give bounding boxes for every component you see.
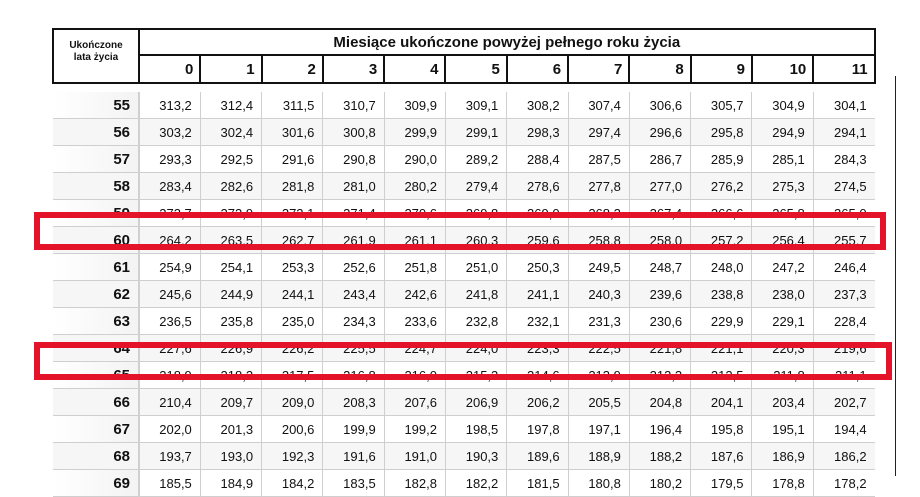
value-cell: 224,0 [445, 335, 506, 362]
value-cell: 252,6 [323, 254, 384, 281]
value-cell: 265,8 [752, 200, 813, 227]
value-cell: 244,9 [200, 281, 261, 308]
age-cell: 68 [53, 443, 139, 470]
value-cell: 273,7 [139, 200, 200, 227]
value-cell: 294,9 [752, 119, 813, 146]
value-cell: 241,1 [507, 281, 568, 308]
age-cell: 60 [53, 227, 139, 254]
table-body [53, 83, 875, 497]
value-cell: 229,9 [691, 308, 752, 335]
age-cell: 66 [53, 389, 139, 416]
value-cell: 186,2 [813, 443, 874, 470]
life-expectancy-table [52, 28, 876, 497]
value-cell: 274,5 [813, 173, 874, 200]
age-cell: 57 [53, 146, 139, 173]
value-cell: 261,9 [323, 227, 384, 254]
value-cell: 236,5 [139, 308, 200, 335]
value-cell: 300,8 [323, 119, 384, 146]
month-header-4: 4 [384, 55, 445, 83]
value-cell: 211,8 [752, 362, 813, 389]
value-cell: 188,9 [568, 443, 629, 470]
value-cell: 275,3 [752, 173, 813, 200]
age-cell: 67 [53, 416, 139, 443]
value-cell: 182,2 [445, 470, 506, 497]
value-cell: 266,6 [691, 200, 752, 227]
age-cell: 55 [53, 92, 139, 119]
month-header-row [53, 55, 875, 83]
value-cell: 256,4 [752, 227, 813, 254]
age-cell: 62 [53, 281, 139, 308]
value-cell: 213,2 [629, 362, 690, 389]
value-cell: 287,5 [568, 146, 629, 173]
value-cell: 257,2 [691, 227, 752, 254]
value-cell: 311,5 [262, 92, 323, 119]
value-cell: 301,6 [262, 119, 323, 146]
value-cell: 270,6 [384, 200, 445, 227]
age-cell: 63 [53, 308, 139, 335]
value-cell: 276,2 [691, 173, 752, 200]
value-cell: 243,4 [323, 281, 384, 308]
value-cell: 216,8 [323, 362, 384, 389]
value-cell: 261,1 [384, 227, 445, 254]
value-cell: 204,1 [691, 389, 752, 416]
value-cell: 206,9 [445, 389, 506, 416]
value-cell: 237,3 [813, 281, 874, 308]
value-cell: 295,8 [691, 119, 752, 146]
value-cell: 251,8 [384, 254, 445, 281]
table-row-age-69 [53, 470, 875, 497]
month-header-2: 2 [262, 55, 323, 83]
value-cell: 260,3 [445, 227, 506, 254]
value-cell: 200,6 [262, 416, 323, 443]
value-cell: 227,6 [139, 335, 200, 362]
value-cell: 180,8 [568, 470, 629, 497]
value-cell: 232,8 [445, 308, 506, 335]
value-cell: 269,8 [445, 200, 506, 227]
value-cell: 196,4 [629, 416, 690, 443]
value-cell: 308,2 [507, 92, 568, 119]
value-cell: 267,4 [629, 200, 690, 227]
month-header-11: 11 [813, 55, 874, 83]
value-cell: 209,7 [200, 389, 261, 416]
value-cell: 239,6 [629, 281, 690, 308]
value-cell: 262,7 [262, 227, 323, 254]
value-cell: 297,4 [568, 119, 629, 146]
value-cell: 182,8 [384, 470, 445, 497]
value-cell: 209,0 [262, 389, 323, 416]
value-cell: 250,3 [507, 254, 568, 281]
value-cell: 179,5 [691, 470, 752, 497]
value-cell: 224,7 [384, 335, 445, 362]
value-cell: 302,4 [200, 119, 261, 146]
value-cell: 222,5 [568, 335, 629, 362]
value-cell: 184,2 [262, 470, 323, 497]
value-cell: 241,8 [445, 281, 506, 308]
value-cell: 277,0 [629, 173, 690, 200]
value-cell: 208,3 [323, 389, 384, 416]
table-row-age-68 [53, 443, 875, 470]
value-cell: 225,5 [323, 335, 384, 362]
value-cell: 303,2 [139, 119, 200, 146]
table-row-age-67 [53, 416, 875, 443]
value-cell: 288,4 [507, 146, 568, 173]
value-cell: 248,0 [691, 254, 752, 281]
value-cell: 210,4 [139, 389, 200, 416]
life-expectancy-table-wrapper [52, 28, 874, 497]
header-gap [53, 83, 875, 92]
value-cell: 188,2 [629, 443, 690, 470]
value-cell: 186,9 [752, 443, 813, 470]
value-cell: 298,3 [507, 119, 568, 146]
value-cell: 219,6 [813, 335, 874, 362]
value-cell: 226,9 [200, 335, 261, 362]
value-cell: 281,0 [323, 173, 384, 200]
month-header-3: 3 [323, 55, 384, 83]
value-cell: 272,9 [200, 200, 261, 227]
value-cell: 232,1 [507, 308, 568, 335]
value-cell: 198,5 [445, 416, 506, 443]
value-cell: 193,7 [139, 443, 200, 470]
value-cell: 197,1 [568, 416, 629, 443]
value-cell: 192,3 [262, 443, 323, 470]
value-cell: 195,8 [691, 416, 752, 443]
value-cell: 254,1 [200, 254, 261, 281]
value-cell: 203,4 [752, 389, 813, 416]
value-cell: 255,7 [813, 227, 874, 254]
value-cell: 214,6 [507, 362, 568, 389]
value-cell: 286,7 [629, 146, 690, 173]
value-cell: 238,0 [752, 281, 813, 308]
value-cell: 244,1 [262, 281, 323, 308]
corner-label [53, 29, 139, 83]
table-header [53, 29, 875, 83]
age-cell: 59 [53, 200, 139, 227]
value-cell: 258,8 [568, 227, 629, 254]
months-title: Miesiące ukończone powyżej pełnego roku życia [139, 29, 875, 55]
value-cell: 281,8 [262, 173, 323, 200]
value-cell: 304,1 [813, 92, 874, 119]
value-cell: 206,2 [507, 389, 568, 416]
value-cell: 313,2 [139, 92, 200, 119]
value-cell: 201,3 [200, 416, 261, 443]
table-row-age-66 [53, 389, 875, 416]
value-cell: 293,3 [139, 146, 200, 173]
value-cell: 292,5 [200, 146, 261, 173]
value-cell: 304,9 [752, 92, 813, 119]
table-row-age-61 [53, 254, 875, 281]
value-cell: 215,3 [445, 362, 506, 389]
value-cell: 280,2 [384, 173, 445, 200]
value-cell: 294,1 [813, 119, 874, 146]
value-cell: 289,2 [445, 146, 506, 173]
value-cell: 202,0 [139, 416, 200, 443]
month-header-0: 0 [139, 55, 200, 83]
value-cell: 310,7 [323, 92, 384, 119]
corner-label-line1: Ukończone [69, 40, 123, 51]
value-cell: 248,7 [629, 254, 690, 281]
value-cell: 263,5 [200, 227, 261, 254]
value-cell: 180,2 [629, 470, 690, 497]
value-cell: 226,2 [262, 335, 323, 362]
value-cell: 240,3 [568, 281, 629, 308]
value-cell: 271,4 [323, 200, 384, 227]
value-cell: 231,3 [568, 308, 629, 335]
table-row-age-63 [53, 308, 875, 335]
value-cell: 204,8 [629, 389, 690, 416]
value-cell: 251,0 [445, 254, 506, 281]
month-header-9: 9 [691, 55, 752, 83]
table-row-age-55 [53, 92, 875, 119]
value-cell: 268,2 [568, 200, 629, 227]
value-cell: 199,9 [323, 416, 384, 443]
value-cell: 223,3 [507, 335, 568, 362]
age-cell: 65 [53, 362, 139, 389]
value-cell: 194,4 [813, 416, 874, 443]
month-header-6: 6 [507, 55, 568, 83]
table-row-age-58 [53, 173, 875, 200]
value-cell: 221,8 [629, 335, 690, 362]
value-cell: 272,1 [262, 200, 323, 227]
value-cell: 185,5 [139, 470, 200, 497]
table-row-age-57 [53, 146, 875, 173]
value-cell: 235,8 [200, 308, 261, 335]
month-header-10: 10 [752, 55, 813, 83]
value-cell: 265,0 [813, 200, 874, 227]
value-cell: 258,0 [629, 227, 690, 254]
age-cell: 56 [53, 119, 139, 146]
value-cell: 230,6 [629, 308, 690, 335]
value-cell: 254,9 [139, 254, 200, 281]
value-cell: 290,0 [384, 146, 445, 173]
value-cell: 193,0 [200, 443, 261, 470]
right-edge-rule [895, 76, 896, 476]
value-cell: 178,2 [813, 470, 874, 497]
value-cell: 305,7 [691, 92, 752, 119]
value-cell: 299,9 [384, 119, 445, 146]
value-cell: 279,4 [445, 173, 506, 200]
value-cell: 259,6 [507, 227, 568, 254]
table-row-age-62 [53, 281, 875, 308]
corner-label-line2: lata życia [73, 52, 119, 63]
value-cell: 217,5 [262, 362, 323, 389]
value-cell: 221,1 [691, 335, 752, 362]
value-cell: 205,5 [568, 389, 629, 416]
value-cell: 187,6 [691, 443, 752, 470]
highlight-row-60 [34, 212, 886, 250]
value-cell: 307,4 [568, 92, 629, 119]
value-cell: 283,4 [139, 173, 200, 200]
value-cell: 218,2 [200, 362, 261, 389]
month-header-5: 5 [445, 55, 506, 83]
age-cell: 58 [53, 173, 139, 200]
value-cell: 202,7 [813, 389, 874, 416]
value-cell: 245,6 [139, 281, 200, 308]
value-cell: 299,1 [445, 119, 506, 146]
value-cell: 191,6 [323, 443, 384, 470]
value-cell: 213,9 [568, 362, 629, 389]
value-cell: 291,6 [262, 146, 323, 173]
value-cell: 183,5 [323, 470, 384, 497]
table-row-age-56 [53, 119, 875, 146]
highlight-row-65 [34, 342, 892, 380]
value-cell: 309,1 [445, 92, 506, 119]
month-header-7: 7 [568, 55, 629, 83]
value-cell: 184,9 [200, 470, 261, 497]
value-cell: 233,6 [384, 308, 445, 335]
value-cell: 309,9 [384, 92, 445, 119]
value-cell: 207,6 [384, 389, 445, 416]
value-cell: 238,8 [691, 281, 752, 308]
value-cell: 190,3 [445, 443, 506, 470]
value-cell: 181,5 [507, 470, 568, 497]
value-cell: 285,1 [752, 146, 813, 173]
value-cell: 296,6 [629, 119, 690, 146]
value-cell: 247,2 [752, 254, 813, 281]
value-cell: 211,1 [813, 362, 874, 389]
value-cell: 234,3 [323, 308, 384, 335]
age-cell: 61 [53, 254, 139, 281]
value-cell: 197,8 [507, 416, 568, 443]
age-cell: 64 [53, 335, 139, 362]
value-cell: 285,9 [691, 146, 752, 173]
value-cell: 229,1 [752, 308, 813, 335]
value-cell: 290,8 [323, 146, 384, 173]
value-cell: 220,3 [752, 335, 813, 362]
value-cell: 249,5 [568, 254, 629, 281]
value-cell: 312,4 [200, 92, 261, 119]
value-cell: 218,9 [139, 362, 200, 389]
month-header-1: 1 [200, 55, 261, 83]
age-cell: 69 [53, 470, 139, 497]
value-cell: 246,4 [813, 254, 874, 281]
value-cell: 216,0 [384, 362, 445, 389]
value-cell: 242,6 [384, 281, 445, 308]
value-cell: 212,5 [691, 362, 752, 389]
value-cell: 195,1 [752, 416, 813, 443]
value-cell: 199,2 [384, 416, 445, 443]
value-cell: 284,3 [813, 146, 874, 173]
value-cell: 306,6 [629, 92, 690, 119]
value-cell: 277,8 [568, 173, 629, 200]
value-cell: 189,6 [507, 443, 568, 470]
value-cell: 178,8 [752, 470, 813, 497]
value-cell: 269,0 [507, 200, 568, 227]
value-cell: 278,6 [507, 173, 568, 200]
value-cell: 282,6 [200, 173, 261, 200]
value-cell: 235,0 [262, 308, 323, 335]
value-cell: 228,4 [813, 308, 874, 335]
month-header-8: 8 [629, 55, 690, 83]
value-cell: 253,3 [262, 254, 323, 281]
value-cell: 191,0 [384, 443, 445, 470]
value-cell: 264,2 [139, 227, 200, 254]
